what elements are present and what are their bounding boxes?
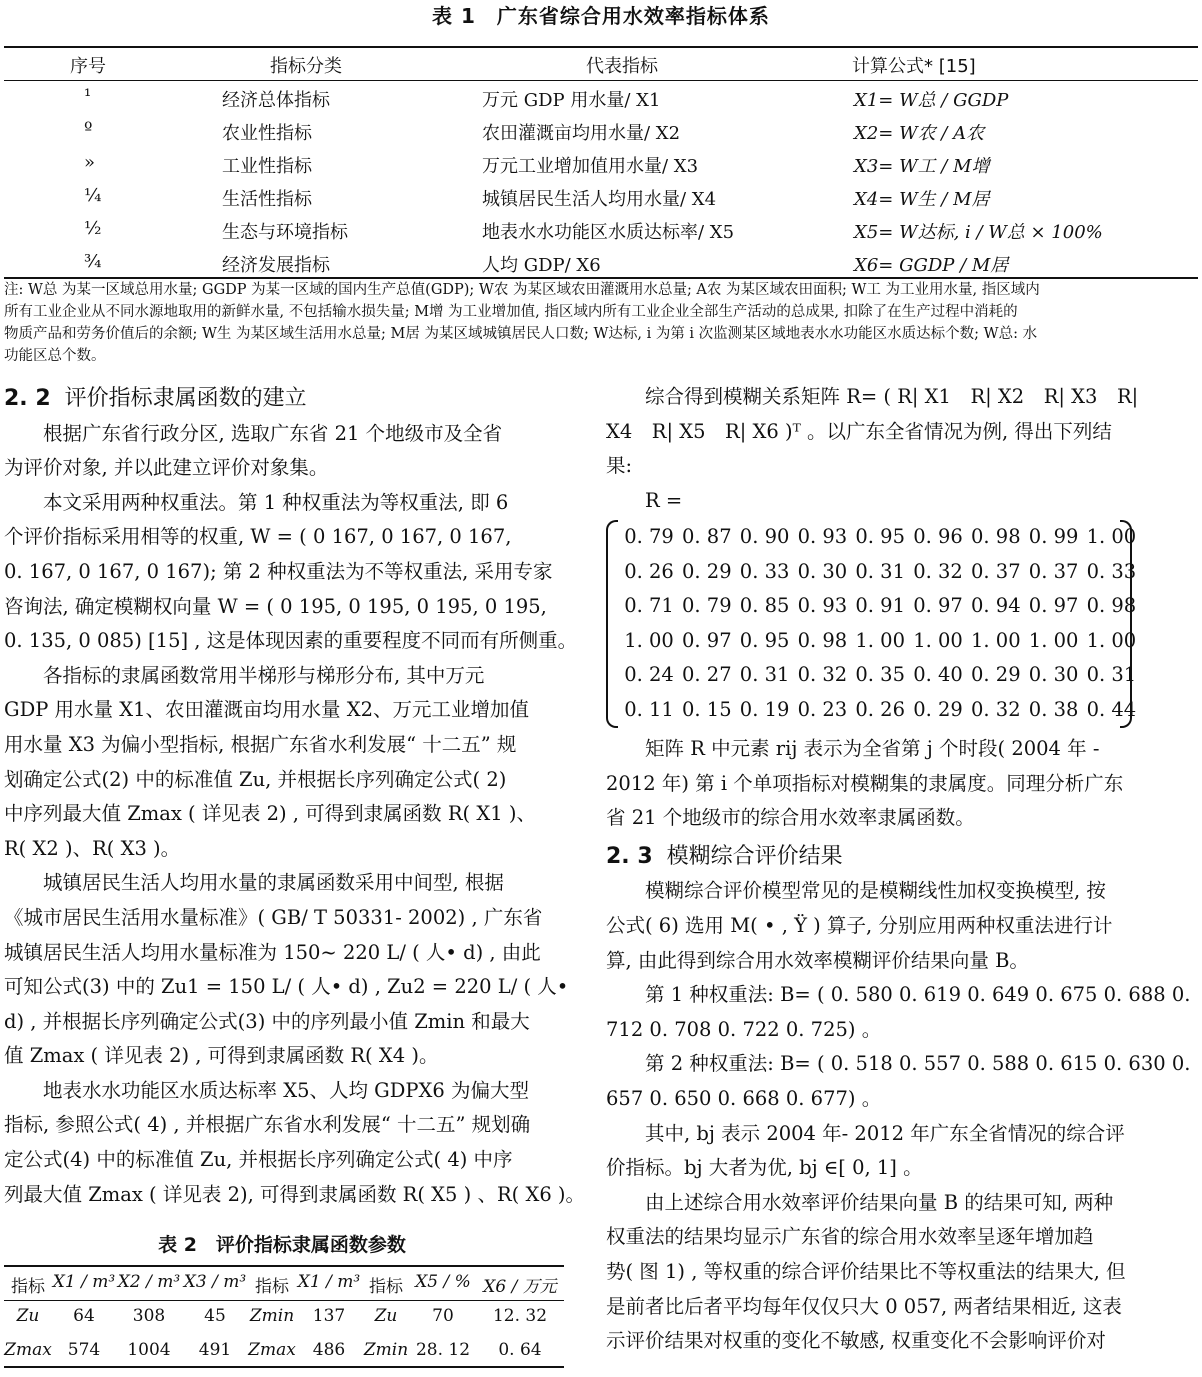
matrix-cell: 0. 95: [855, 525, 905, 548]
matrix-cell: 0. 98: [1086, 594, 1137, 617]
body-line: 根据广东省行政分区, 选取广东省 21 个地级市及全省: [4, 421, 503, 445]
body-line: 势( 图 1) , 等权重的综合评价结果比不等权重法的结果大, 但: [606, 1259, 1126, 1283]
table2-cell: 308: [132, 1306, 166, 1326]
body-line: 为评价对象, 并以此建立评价对象集。: [4, 456, 329, 480]
table1-cell-category: 生态与环境指标: [222, 222, 348, 243]
body-line: 指标, 参照公式( 4) , 并根据广东省水利发展“ 十二五” 规划确: [4, 1113, 531, 1137]
table1-cell-formula: X5= W达标, i / W总 × 100%: [854, 222, 1103, 243]
body-line: 模糊综合评价模型常见的是模糊线性加权变换模型, 按: [606, 879, 1106, 903]
matrix-cell: 0. 31: [739, 663, 790, 686]
body-line: 由上述综合用水效率评价结果向量 B 的结果可知, 两种: [606, 1190, 1114, 1214]
table2-caption: 表 2 评价指标隶属函数参数: [158, 1234, 406, 1256]
body-line: 列最大值 Zmax ( 详见表 2), 可得到隶属函数 R( X5 ) 、R( X6 )。: [4, 1182, 586, 1206]
body-line: 价指标。bj 大者为优, bj ∈[ 0, 1] 。: [606, 1156, 923, 1180]
matrix-cell: 0. 33: [739, 559, 790, 583]
table1-cell-indicator: 地表水水功能区水质达标率/ X5: [482, 222, 735, 243]
matrix-cell: 1. 00: [913, 628, 963, 652]
table2-cell: 486: [312, 1340, 346, 1360]
matrix-cell: 0. 87: [681, 525, 732, 548]
table1-cell-indicator: 万元工业增加值用水量/ X3: [482, 156, 699, 177]
table2-cell: Zu: [374, 1306, 398, 1326]
body-line: 综合得到模糊关系矩阵 R= ( R| X1 R| X2 R| X3 R|: [606, 385, 1139, 408]
table1-header-category: 指标分类: [270, 56, 342, 77]
table2-cell: 1004: [127, 1340, 171, 1360]
table1-cell-formula: X6= GGDP / M居: [854, 255, 1009, 276]
matrix-label: R =: [606, 488, 683, 512]
matrix-cell: 0. 37: [970, 559, 1021, 583]
matrix-cell: 0. 93: [797, 525, 848, 548]
table2-header-cell: X3 / m³: [183, 1272, 247, 1292]
body-line: 712 0. 708 0. 722 0. 725) 。: [606, 1017, 882, 1041]
table1-top-rule: [4, 46, 1198, 48]
table2-cell: 491: [198, 1340, 232, 1360]
matrix-cell: 0. 32: [970, 697, 1021, 721]
body-line: 中序列最大值 Zmax ( 详见表 2) , 可得到隶属函数 R( X1 )、: [4, 802, 536, 826]
table2-cell: 0. 64: [498, 1340, 542, 1360]
section-heading-2-3: [606, 840, 1190, 875]
table2-cell: Zmin: [249, 1306, 295, 1326]
body-line: 第 1 种权重法: B= ( 0. 580 0. 619 0. 649 0. 675 0. 688 0.: [606, 983, 1191, 1007]
matrix-cell: 0. 15: [681, 697, 732, 721]
matrix-cell: 0. 31: [1086, 663, 1137, 686]
body-line: 咨询法, 确定模糊权向量 W = ( 0 195, 0 195, 0 195, 0 195,: [4, 594, 547, 618]
table1-cell-category: 农业性指标: [222, 123, 312, 144]
body-line: 可知公式(3) 中的 Zu1 = 150 L/ ( 人• d) , Zu2 = 220 L/ ( 人•: [4, 975, 569, 999]
matrix-cell: 0. 79: [681, 594, 732, 617]
section-number: 2. 2: [4, 386, 51, 411]
matrix-cell: 0. 31: [855, 559, 905, 583]
table2-cell: 574: [67, 1340, 101, 1360]
body-line: d) , 并根据长序列确定公式(3) 中的序列最小值 Zmin 和最大: [4, 1009, 530, 1033]
matrix-cell: 0. 26: [624, 559, 674, 583]
body-line: 算, 由此得到综合用水效率模糊评价结果向量 B。: [606, 948, 1029, 972]
table2-cell: 12. 32: [492, 1306, 548, 1326]
table2-cell: 64: [73, 1306, 95, 1326]
section-number: 2. 3: [606, 843, 653, 869]
table2-bottom-rule: [4, 1366, 564, 1368]
matrix-cell: 0. 26: [855, 697, 905, 721]
table2-header-cell: X2 / m³: [117, 1272, 181, 1292]
matrix-cell: 0. 29: [970, 663, 1021, 686]
section-title: 模糊综合评价结果: [666, 843, 843, 869]
matrix-cell: 0. 90: [739, 525, 790, 548]
table1-note-line: 物质产品和劳务价值后的余额; W生 为某区域生活用水总量; M居 为某区域城镇居民人口数; W达标, i 为第 i 次监测某区域地表水水功能区水质达标个数; W总: 水: [4, 326, 1038, 342]
table1-cell-no: º: [84, 119, 93, 140]
table1-cell-indicator: 万元 GDP 用水量/ X1: [482, 90, 661, 111]
body-line: X4 R| X5 R| X6 )ᵀ 。以广东全省情况为例, 得出下列结: [606, 419, 1112, 443]
matrix-cell: 0. 32: [797, 663, 848, 686]
table2-header-cell: 指标: [255, 1277, 289, 1297]
body-line: 示评价结果对权重的变化不敏感, 权重变化不会影响评价对: [606, 1329, 1106, 1353]
body-line: 地表水水功能区水质达标率 X5、人均 GDPX6 为偏大型: [4, 1078, 530, 1102]
body-line: 是前者比后者平均每年仅仅只大 0 057, 两者结果相近, 这表: [606, 1294, 1122, 1318]
matrix-cell: 0. 97: [681, 628, 732, 652]
matrix-cell: 0. 97: [913, 594, 963, 617]
body-line: 果:: [606, 454, 633, 478]
matrix-cell: 0. 30: [797, 559, 848, 583]
table1-cell-indicator: 农田灌溉亩均用水量/ X2: [482, 123, 681, 144]
matrix-cell: 0. 71: [624, 594, 674, 617]
body-line: 《城市居民生活用水量标准》( GB/ T 50331- 2002) , 广东省: [4, 905, 543, 929]
matrix-cell: 0. 19: [739, 697, 790, 721]
table2-header-rule: [4, 1300, 564, 1301]
fuzzy-relation-matrix: [606, 520, 1137, 726]
matrix-cell: 0. 98: [797, 628, 848, 652]
body-line: 省 21 个地级市的综合用水效率隶属函数。: [606, 806, 975, 830]
matrix-cell: 0. 44: [1086, 697, 1137, 721]
table1-cell-indicator: 城镇居民生活人均用水量/ X4: [482, 189, 717, 210]
matrix-cell: 0. 33: [1086, 559, 1137, 583]
body-line: 用水量 X3 为偏小型指标, 根据广东省水利发展“ 十二五” 规: [4, 732, 517, 756]
table1-cell-formula: X2= W农 / A农: [854, 123, 985, 144]
table1-cell-no: ½: [84, 218, 102, 239]
table1-note-line: 功能区总个数。: [4, 348, 106, 364]
table1-cell-category: 工业性指标: [222, 156, 312, 177]
matrix-cell: 1. 00: [855, 628, 905, 652]
matrix-cell: 0. 99: [1028, 525, 1079, 548]
matrix-left-bracket: [606, 520, 618, 728]
table2-cell: Zu: [16, 1306, 40, 1326]
table1-cell-category: 经济总体指标: [222, 90, 330, 111]
matrix-cell: 0. 29: [681, 559, 732, 583]
matrix-cell: 1. 00: [1028, 628, 1079, 652]
matrix-cell: 0. 95: [739, 628, 790, 652]
table2-cell: 70: [432, 1306, 454, 1326]
body-line: 第 2 种权重法: B= ( 0. 518 0. 557 0. 588 0. 615 0. 630 0.: [606, 1052, 1191, 1076]
body-line: 城镇居民生活人均用水量的隶属函数采用中间型, 根据: [4, 871, 504, 895]
table1-caption: 表 1 广东省综合用水效率指标体系: [432, 4, 770, 28]
matrix-cell: 0. 30: [1028, 663, 1079, 686]
body-line: R( X2 )、R( X3 )。: [4, 836, 181, 860]
matrix-cell: 0. 98: [970, 525, 1021, 548]
body-line: 公式( 6) 选用 M( • , Ÿ ) 算子, 分别应用两种权重法进行计: [606, 913, 1113, 937]
matrix-cell: 0. 27: [681, 663, 732, 686]
body-line: 权重法的结果均显示广东省的综合用水效率呈逐年增加趋: [606, 1225, 1094, 1249]
table2-cell: 28. 12: [415, 1340, 471, 1360]
matrix-cell: 0. 35: [855, 663, 905, 686]
table2-top-rule: [4, 1265, 564, 1267]
matrix-cell: 0. 97: [1028, 594, 1079, 617]
table1-cell-formula: X4= W生 / M居: [854, 189, 990, 210]
matrix-cell: 1. 00: [1086, 628, 1137, 652]
table1-note-line: 注: W总 为某一区域总用水量; GGDP 为某一区域的国内生产总值(GDP); W农 为某区域农田灌溉用水总量; A农 为某区域农田面积; W工 为工业用水量, 指区域内: [4, 282, 1040, 298]
table1-cell-category: 生活性指标: [222, 189, 312, 210]
table2-cell: 137: [312, 1306, 346, 1326]
table2-header-cell: X5 / %: [415, 1272, 471, 1292]
matrix-cell: 0. 37: [1028, 559, 1079, 583]
matrix-cell: 1. 00: [1086, 525, 1137, 548]
table2-header-cell: 指标: [11, 1277, 45, 1297]
table1-cell-formula: X3= W工 / M增: [854, 156, 990, 177]
table1-cell-indicator: 人均 GDP/ X6: [482, 255, 601, 276]
matrix-cell: 0. 91: [855, 594, 905, 617]
matrix-cell: 0. 94: [970, 594, 1021, 617]
body-line: 2012 年) 第 i 个单项指标对模糊集的隶属度。同理分析广东: [606, 771, 1124, 795]
table2-cell: Zmax: [4, 1340, 52, 1360]
table2-cell: Zmax: [248, 1340, 296, 1360]
table1-cell-no: ¾: [84, 251, 102, 272]
body-line: 定公式(4) 中的标准值 Zu, 并根据长序列确定公式( 4) 中序: [4, 1148, 513, 1172]
table2-header-cell: X1 / m³: [297, 1272, 361, 1292]
table2-header-cell: X6 / 万元: [483, 1277, 557, 1297]
table1-header-no: 序号: [70, 56, 106, 77]
table1-cell-no: ¹: [84, 86, 92, 107]
matrix-cell: 0. 29: [913, 697, 963, 721]
body-line: 划确定公式(2) 中的标准值 Zu, 并根据长序列确定公式( 2): [4, 767, 507, 791]
body-line: 0. 135, 0 085) [15] , 这是体现因素的重要程度不同而有所侧重。: [4, 629, 578, 653]
body-line: 值 Zmax ( 详见表 2) , 可得到隶属函数 R( X4 )。: [4, 1044, 439, 1068]
table1-header-indicator: 代表指标: [586, 56, 658, 77]
body-line: GDP 用水量 X1、农田灌溉亩均用水量 X2、万元工业增加值: [4, 698, 530, 722]
matrix-cell: 0. 23: [797, 697, 848, 721]
matrix-cell: 0. 32: [913, 559, 963, 583]
table1-header-rule: [4, 80, 1198, 81]
matrix-cell: 0. 40: [913, 663, 963, 686]
matrix-cell: 0. 38: [1028, 697, 1079, 721]
table2-cell: 45: [204, 1306, 226, 1326]
table2-header-cell: 指标: [369, 1277, 403, 1297]
matrix-cell: 0. 96: [913, 525, 963, 548]
body-line: 本文采用两种权重法。第 1 种权重法为等权重法, 即 6: [4, 490, 509, 514]
table1-header-formula: 计算公式* [15]: [852, 56, 976, 77]
table2-header-cell: X1 / m³: [52, 1272, 116, 1292]
body-line: 矩阵 R 中元素 rij 表示为全省第 j 个时段( 2004 年 -: [606, 737, 1100, 760]
section-heading-2-2: [4, 382, 585, 417]
table1-cell-no: »: [84, 152, 96, 173]
table2-cell: Zmin: [363, 1340, 409, 1360]
table1-cell-category: 经济发展指标: [222, 255, 330, 276]
matrix-cell: 0. 85: [739, 594, 790, 617]
matrix-cell: 0. 24: [624, 663, 674, 686]
table1-cell-formula: X1= W总 / GGDP: [854, 90, 1009, 111]
body-line: 个评价指标采用相等的权重, W = ( 0 167, 0 167, 0 167,: [4, 525, 512, 549]
matrix-cell: 0. 93: [797, 594, 848, 617]
table1-note: [4, 279, 1196, 367]
left-column: [4, 382, 585, 1212]
body-line: 其中, bj 表示 2004 年- 2012 年广东全省情况的综合评: [606, 1121, 1125, 1145]
table1-cell-no: ¼: [84, 185, 102, 206]
right-column-top: [606, 380, 1138, 518]
table1-note-line: 所有工业企业从不同水源地取用的新鲜水量, 不包括输水损失量; M增 为工业增加值, 指区域内所有工业企业全部生产活动的总成果, 扣除了在生产过程中消耗的: [4, 304, 1018, 320]
matrix-cell: 0. 79: [624, 525, 674, 548]
matrix-cell: 1. 00: [970, 628, 1021, 652]
section-title: 评价指标隶属函数的建立: [64, 386, 307, 411]
matrix-cell: 0. 11: [624, 697, 674, 721]
matrix-cell: 1. 00: [624, 628, 674, 652]
body-line: 0. 167, 0 167, 0 167); 第 2 种权重法为不等权重法, 采用专家: [4, 559, 553, 583]
body-line: 城镇居民生活人均用水量标准为 150~ 220 L/ ( 人• d) , 由此: [4, 940, 541, 964]
body-line: 657 0. 650 0. 668 0. 677) 。: [606, 1086, 882, 1110]
body-line: 各指标的隶属函数常用半梯形与梯形分布, 其中万元: [4, 663, 485, 687]
right-column-mid: [606, 732, 1190, 1359]
